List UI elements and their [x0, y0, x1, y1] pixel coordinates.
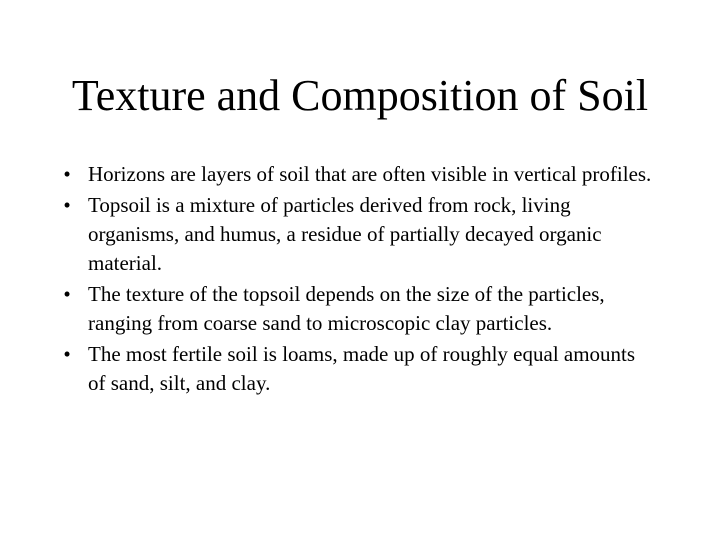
list-item [57, 280, 657, 338]
bullet-text: Topsoil is a mixture of particles derived from rock, living organisms, and humus, a residue of partially decayed organic material. [88, 193, 602, 275]
bullet-text: The texture of the topsoil depends on the size of the particles, ranging from coarse sand to microscopic clay particles. [88, 282, 605, 335]
list-item [57, 160, 657, 189]
bullet-text: Horizons are layers of soil that are often visible in vertical profiles. [88, 162, 652, 186]
list-item [57, 191, 657, 278]
bullet-icon: • [63, 342, 71, 366]
bullet-icon: • [63, 282, 71, 306]
bullet-list [57, 160, 657, 400]
list-item [57, 340, 657, 398]
bullet-icon: • [63, 193, 71, 217]
bullet-text: The most fertile soil is loams, made up of roughly equal amounts of sand, silt, and clay. [88, 342, 636, 395]
bullet-icon: • [63, 162, 71, 186]
slide-title: Texture and Composition of Soil [71, 71, 649, 120]
